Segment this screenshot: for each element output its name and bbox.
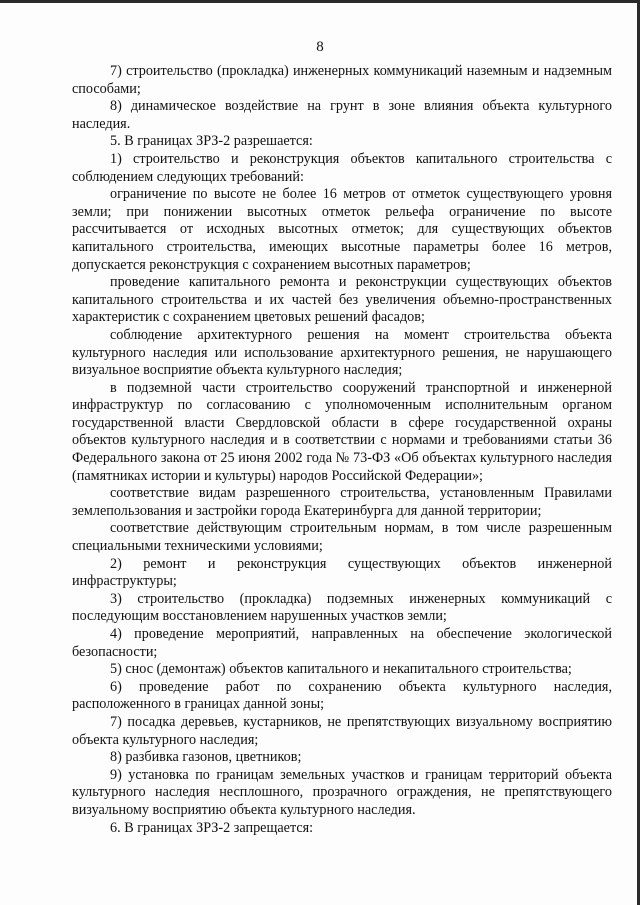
paragraph: в подземной части строительство сооружений транспортной и инженерной инфраструктур по согласованию с уполномоченным исполнительным органом государственной власти Свердловской области в сфере государственной охраны объектов культурного наследия и в соответствии с нормами и требованиями статьи 36 Федерального закона от 25 июня 2002 года № 73-ФЗ «Об объектах культурного наследия (памятниках истории и культуры) народов Российской Федерации»; bbox=[72, 379, 612, 484]
paragraph: 9) установка по границам земельных участков и границам территорий объекта культурного наследия несплошного, прозрачного ограждения, не препятствующего визуальному восприятию объекта культурного наследия. bbox=[72, 766, 612, 818]
paragraph: соблюдение архитектурного решения на момент строительства объекта культурного наследия или использование архитектурного решения, не нарушающего визуальное восприятие объекта культурного наследия; bbox=[72, 326, 612, 379]
paragraph: соответствие видам разрешенного строительства, установленным Правилами землепользования и застройки города Екатеринбурга для данной территории; bbox=[72, 485, 612, 519]
paragraph: соответствие действующим строительным нормам, в том числе разрешенным специальными техническими условиями; bbox=[72, 520, 612, 555]
paragraph: ограничение по высоте не более 16 метров от отметок существующего уровня земли; при понижении высотных отметок рельефа ограничение по высоте рассчитывается от исходных высотных отметок; для существующих объектов капитального строительства, имеющих высотные параметры более 16 метров, допускается реконструкция с сохранением высотных параметров; bbox=[72, 186, 612, 273]
paragraph: проведение капитального ремонта и реконструкции существующих объектов капитального строительства и их частей без увеличения объемно-пространственных характеристик с сохранением цветовых решений фасадов; bbox=[72, 274, 612, 326]
paragraph: 4) проведение мероприятий, направленных на обеспечение экологической безопасности; bbox=[72, 626, 612, 660]
paragraph: 7) строительство (прокладка) инженерных коммуникаций наземным и надземным способами; bbox=[72, 63, 612, 97]
paragraph: 6) проведение работ по сохранению объекта культурного наследия, расположенного в границах данной зоны; bbox=[72, 678, 612, 713]
paragraph: 1) строительство и реконструкция объектов капитального строительства с соблюдением следующих требований: bbox=[72, 150, 612, 185]
paragraph: 2) ремонт и реконструкция существующих объектов инженерной инфраструктуры; bbox=[72, 555, 612, 590]
paragraph: 8) динамическое воздействие на грунт в зоне влияния объекта культурного наследия. bbox=[72, 98, 612, 132]
page-number: 8 bbox=[316, 39, 324, 55]
paragraph: 8) разбивка газонов, цветников; bbox=[110, 749, 302, 766]
section-heading: 6. В границах ЗРЗ-2 запрещается: bbox=[110, 819, 314, 836]
paragraph: 3) строительство (прокладка) подземных инженерных коммуникаций с последующим восстановлением нарушенных участков земли; bbox=[72, 590, 612, 625]
section-heading: 5. В границах ЗРЗ-2 разрешается: bbox=[110, 133, 313, 150]
paragraph: 5) снос (демонтаж) объектов капитального и некапитального строительства; bbox=[110, 661, 572, 678]
document-body bbox=[72, 63, 612, 837]
paragraph: 7) посадка деревьев, кустарников, не препятствующих визуальному восприятию объекта культурного наследия; bbox=[72, 713, 612, 748]
scan-edge-top bbox=[0, 0, 640, 3]
